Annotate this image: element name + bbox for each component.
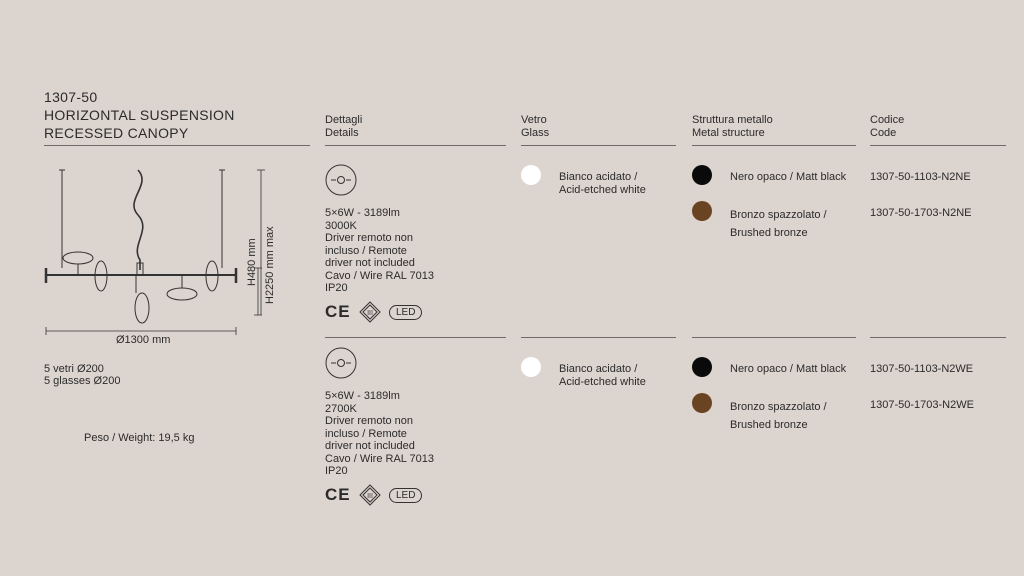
variant-2-finish-1-swatch	[692, 357, 712, 377]
title-divider	[44, 145, 310, 146]
variant-1-details: 5×6W - 3189lm 3000K Driver remoto non incluso / Remote driver not included Cavo / Wire RAL 7013 IP20	[325, 207, 435, 294]
variant-1-glass-swatch	[521, 165, 541, 185]
variant-2-glass-label: Bianco acidato / Acid-etched white	[559, 363, 646, 388]
class3-icon	[359, 484, 381, 506]
details-divider	[325, 145, 506, 146]
variant-2-finish-2-code: 1307-50-1703-N2WE	[870, 399, 974, 411]
glass-header: Vetro Glass	[521, 114, 550, 139]
product-name-line2: RECESSED CANOPY	[44, 125, 189, 141]
variant-1-finish-1-swatch	[692, 165, 712, 185]
variant-1-finish-2-label: Bronzo spazzolato / Brushed bronze	[730, 209, 827, 239]
class3-icon	[359, 301, 381, 323]
glasses-en: 5 glasses Ø200	[44, 375, 121, 387]
glass-divider	[521, 145, 676, 146]
variant-2-finish-1-label: Nero opaco / Matt black	[730, 363, 847, 375]
variant-1-glass-label: Bianco acidato / Acid-etched white	[559, 171, 646, 196]
ce-mark-icon: CE	[325, 302, 351, 321]
product-code: 1307-50	[44, 89, 98, 105]
code-header: Codice Code	[870, 114, 905, 139]
row-divider-details	[325, 337, 506, 338]
variant-1-cert-icons	[325, 301, 422, 323]
row-divider-structure	[692, 337, 856, 338]
light-bulb-icon	[325, 347, 357, 379]
structure-divider	[692, 145, 856, 146]
code-divider	[870, 145, 1006, 146]
product-name-line1: HORIZONTAL SUSPENSION	[44, 107, 235, 123]
structure-header: Struttura metallo Metal structure	[692, 114, 773, 139]
max-height-dimension: H2250 mm max	[264, 226, 276, 304]
svg-text:III: III	[367, 310, 373, 317]
row-divider-code	[870, 337, 1006, 338]
glasses-it: 5 vetri Ø200	[44, 363, 104, 375]
variant-2-cert-icons	[325, 484, 422, 506]
variant-2-finish-2-label: Bronzo spazzolato / Brushed bronze	[730, 401, 827, 431]
width-dimension: Ø1300 mm	[116, 334, 171, 346]
row-divider-glass	[521, 337, 676, 338]
led-icon: LED	[389, 488, 422, 503]
variant-1-finish-2-code: 1307-50-1703-N2NE	[870, 207, 972, 219]
svg-text:III: III	[367, 493, 373, 500]
ce-mark-icon: CE	[325, 485, 351, 504]
weight: Peso / Weight: 19,5 kg	[84, 432, 195, 444]
variant-2-details: 5×6W - 3189lm 2700K Driver remoto non incluso / Remote driver not included Cavo / Wire RAL 7013 IP20	[325, 390, 435, 477]
led-icon: LED	[389, 305, 422, 320]
variant-2-glass-swatch	[521, 357, 541, 377]
variant-1-finish-1-label: Nero opaco / Matt black	[730, 171, 847, 183]
variant-1-finish-2-swatch	[692, 201, 712, 221]
height-dimension: H480 mm	[246, 238, 258, 286]
variant-2-finish-1-code: 1307-50-1103-N2WE	[870, 363, 974, 375]
light-bulb-icon	[325, 164, 357, 196]
details-header: Dettagli Details	[325, 114, 363, 139]
variant-1-finish-1-code: 1307-50-1103-N2NE	[870, 171, 971, 183]
variant-2-finish-2-swatch	[692, 393, 712, 413]
